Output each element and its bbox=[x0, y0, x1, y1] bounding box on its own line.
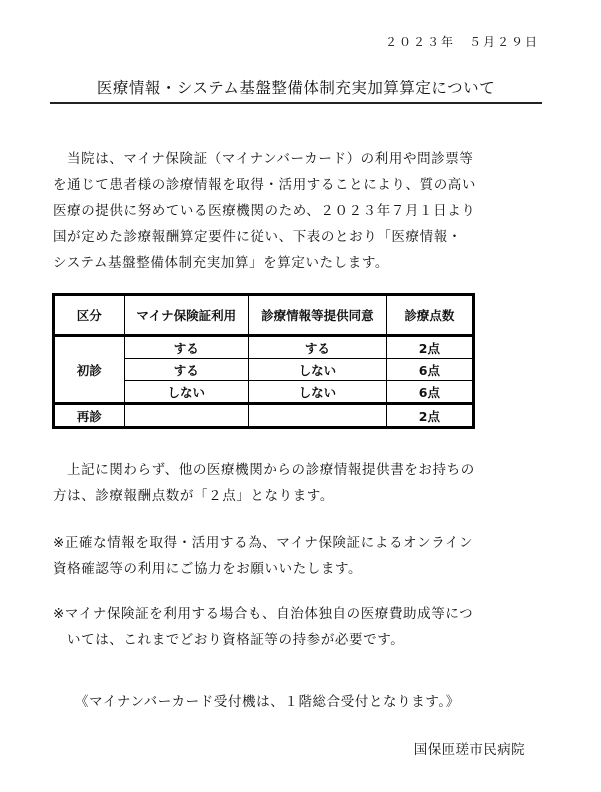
referral-note bbox=[53, 457, 545, 509]
cell-points: 2点 bbox=[386, 336, 473, 359]
cell-consent bbox=[248, 404, 386, 428]
referral-note-line-2: 方は、診療報酬点数が「２点」となります。 bbox=[53, 488, 334, 504]
cell-mynah bbox=[124, 404, 248, 428]
cell-consent: しない bbox=[248, 359, 386, 381]
fee-table bbox=[52, 293, 475, 429]
header-points: 診療点数 bbox=[386, 295, 473, 336]
subsidy-note bbox=[53, 601, 545, 653]
intro-line-1: 当院は、マイナ保険証（マイナンバーカード）の利用や問診票等 bbox=[67, 151, 474, 167]
document-title: 医療情報・システム基盤整備体制充実加算算定について bbox=[50, 76, 542, 104]
cooperation-note bbox=[53, 530, 545, 582]
cooperation-note-line-2: 資格確認等の利用にご協力をお願いいたします。 bbox=[53, 561, 363, 577]
intro-line-3: 医療の提供に努めている医療機関のため、２０２３年７月１日より bbox=[53, 203, 476, 219]
subsidy-note-line-2: いては、これまでどおり資格証等の持参が必要です。 bbox=[67, 632, 405, 648]
document-date: ２０２３年 ５月２９日 bbox=[384, 35, 539, 49]
header-consent: 診療情報等提供同意 bbox=[248, 295, 386, 336]
intro-paragraph bbox=[53, 146, 545, 276]
intro-line-5: システム基盤整備体制充実加算」を算定いたします。 bbox=[53, 255, 389, 271]
header-mynah-usage: マイナ保険証利用 bbox=[124, 295, 248, 336]
cell-points: 6点 bbox=[386, 359, 473, 381]
referral-note-line-1: 上記に関わらず、他の医療機関からの診療情報提供書をお持ちの bbox=[67, 462, 475, 478]
subsidy-note-line-1: ※マイナ保険証を利用する場合も、自治体独自の医療費助成等につ bbox=[53, 606, 474, 622]
hospital-name: 国保匝瑳市民病院 bbox=[413, 742, 525, 758]
cell-mynah: する bbox=[124, 336, 248, 359]
table-row bbox=[54, 336, 474, 359]
cell-consent: しない bbox=[248, 381, 386, 404]
reception-notice: 《マイナンバーカード受付機は、１階総合受付となります。》 bbox=[75, 694, 460, 710]
cell-mynah: しない bbox=[124, 381, 248, 404]
cell-points: 6点 bbox=[386, 381, 473, 404]
header-kubun: 区分 bbox=[54, 295, 125, 336]
intro-line-4: 国が定めた診療報酬算定要件に従い、下表のとおり「医療情報・ bbox=[53, 229, 462, 245]
cell-mynah: する bbox=[124, 359, 248, 381]
table-row-revisit bbox=[54, 404, 474, 428]
cooperation-note-line-1: ※正確な情報を取得・活用する為、マイナ保険証によるオンライン bbox=[53, 535, 474, 551]
cell-points: 2点 bbox=[386, 404, 473, 428]
intro-line-2: を通じて患者様の診療情報を取得・活用することにより、質の高い bbox=[53, 177, 476, 193]
table-header-row bbox=[54, 295, 474, 336]
cell-consent: する bbox=[248, 336, 386, 359]
revisit-label: 再診 bbox=[54, 404, 125, 428]
first-visit-label: 初診 bbox=[54, 336, 125, 404]
